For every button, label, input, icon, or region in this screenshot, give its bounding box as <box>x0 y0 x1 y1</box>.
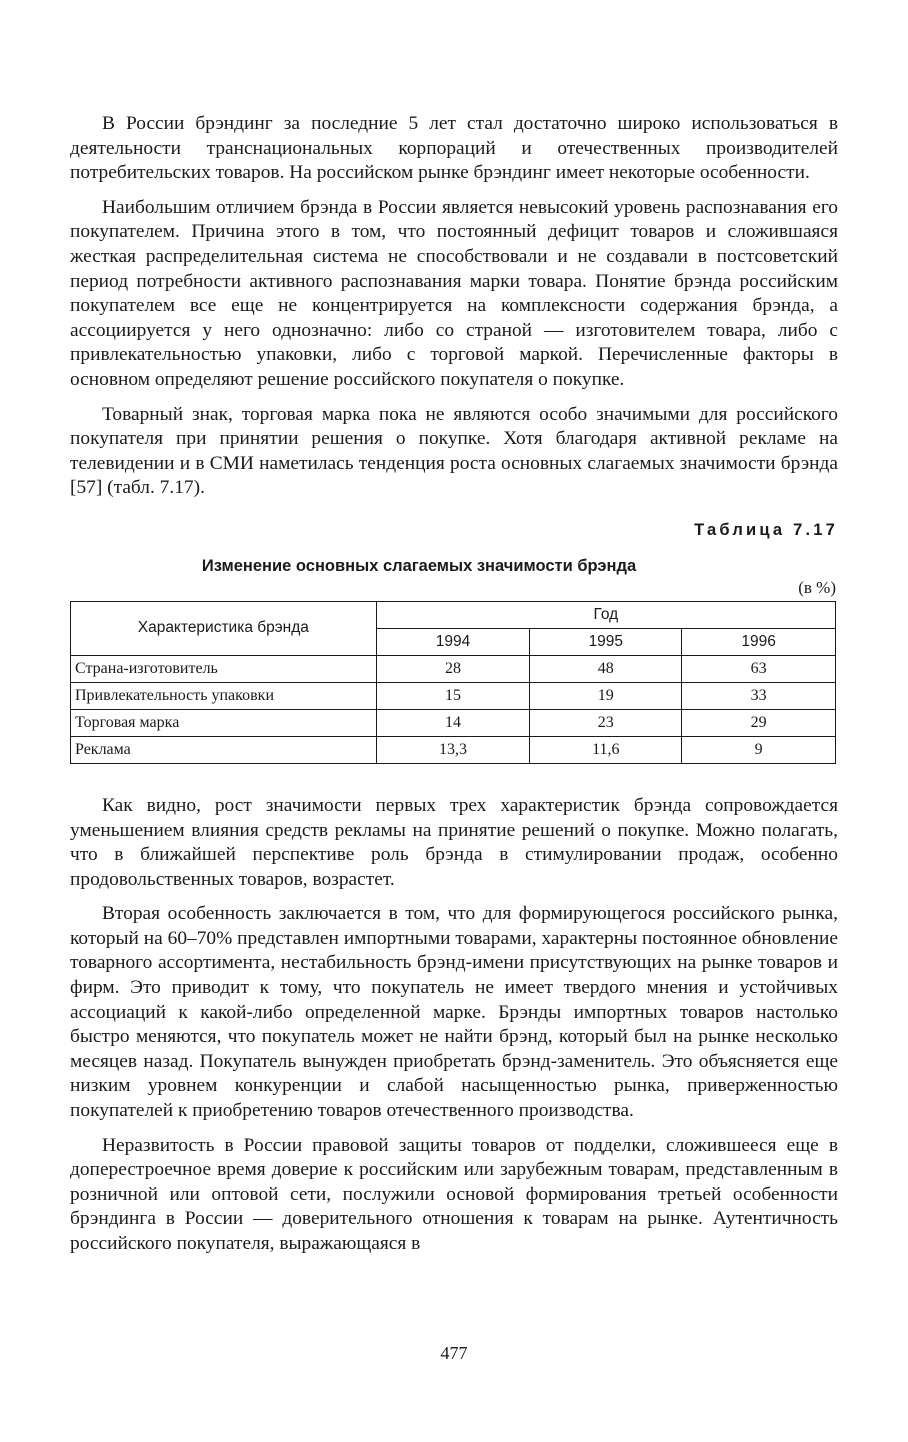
cell-value: 15 <box>376 682 530 709</box>
table-title: Изменение основных слагаемых значимости брэнда <box>201 556 637 575</box>
paragraph: Неразвитость в России правовой защиты товаров от подделки, сложившееся еще в доперестроечное время доверие к российским или зарубежным товарам, представленным в розничной или оптовой сети, послужили основой формирования третьей особенности брэндинга в России — доверительного отношения к товарам на рынке. Аутентичность российского покупателя, выражающаяся в <box>70 1134 838 1254</box>
cell-value: 33 <box>682 682 836 709</box>
page-body <box>70 112 838 1257</box>
paragraph: Вторая особенность заключается в том, что для формирующегося российского рынка, который на 60–70% представлен импортными товарами, характерны постоянное обновление товарного ассортимента, нестабильность брэнд-имени присутствующих на рынке товаров и фирм. Это приводит к тому, что покупатель не имеет твердого мнения и устойчивых ассоциаций к какой-либо определенной марке. Брэнды импортных товаров настолько быстро меняются, что покупатель может не найти брэнд, который был на рынке несколько месяцев назад. Покупатель вынужден приобретать брэнд-заменитель. Это объясняется еще низким уровнем конкуренции и слабой насыщенностью рынка, приверженностью покупателей к приобретению товаров отечественного производства. <box>70 903 838 1122</box>
table-unit: (в %) <box>798 577 836 597</box>
cell-value: 14 <box>376 709 530 736</box>
header-year-cell: 1995 <box>530 628 682 655</box>
header-year: Год <box>376 601 835 628</box>
data-table <box>70 601 836 764</box>
row-label: Привлекательность упаковки <box>71 682 377 709</box>
row-label: Реклама <box>71 736 377 763</box>
paragraph: Наибольшим отличием брэнда в России является невысокий уровень распознавания его покупателем. Причина этого в том, что постоянный дефицит товаров и сложившаяся жесткая распределительная система не способствовали и не создавали в постсоветский период потребности активного распознавания марки товара. Понятие брэнда российским покупателем все еще не концентрируется на комплексности содержания брэнда, а ассоциируется у него однозначно: либо со страной — изготовителем товара, либо с привлекательностью упаковки, либо с торговой маркой. Перечисленные факторы в основном определяют решение российского покупателя о покупке. <box>70 196 838 390</box>
row-label: Торговая марка <box>71 709 377 736</box>
paragraph: Товарный знак, торговая марка пока не являются особо значимыми для российского покупателя при принятии решения о покупке. Хотя благодаря активной рекламе на телевидении и в СМИ наметилась тенденция роста основных слагаемых значимости брэнда [57] (табл. 7.17). <box>70 403 838 499</box>
header-year-cell: 1994 <box>376 628 530 655</box>
cell-value: 63 <box>682 655 836 682</box>
cell-value: 9 <box>682 736 836 763</box>
table-row <box>71 655 836 682</box>
page-number: 477 <box>440 1343 468 1363</box>
header-year-cell: 1996 <box>682 628 836 655</box>
cell-value: 29 <box>682 709 836 736</box>
paragraph: В России брэндинг за последние 5 лет стал достаточно широко использоваться в деятельности транснациональных корпораций и отечественных производителей потребительских товаров. На российском рынке брэндинг имеет некоторые особенности. <box>70 113 838 184</box>
cell-value: 19 <box>530 682 682 709</box>
cell-value: 13,3 <box>376 736 530 763</box>
header-characteristic: Характеристика брэнда <box>71 601 377 655</box>
cell-value: 48 <box>530 655 682 682</box>
cell-value: 11,6 <box>530 736 682 763</box>
table-label: Таблица 7.17 <box>694 520 838 539</box>
cell-value: 23 <box>530 709 682 736</box>
table-row <box>71 736 836 763</box>
table-row <box>71 709 836 736</box>
paragraph: Как видно, рост значимости первых трех характеристик брэнда сопровождается уменьшением влияния средств рекламы на принятие решений о покупке. Можно полагать, что в ближайшей перспективе роль брэнда в стимулировании продаж, особенно продовольственных товаров, возрастет. <box>70 794 838 890</box>
cell-value: 28 <box>376 655 530 682</box>
row-label: Страна-изготовитель <box>71 655 377 682</box>
table-row <box>71 682 836 709</box>
